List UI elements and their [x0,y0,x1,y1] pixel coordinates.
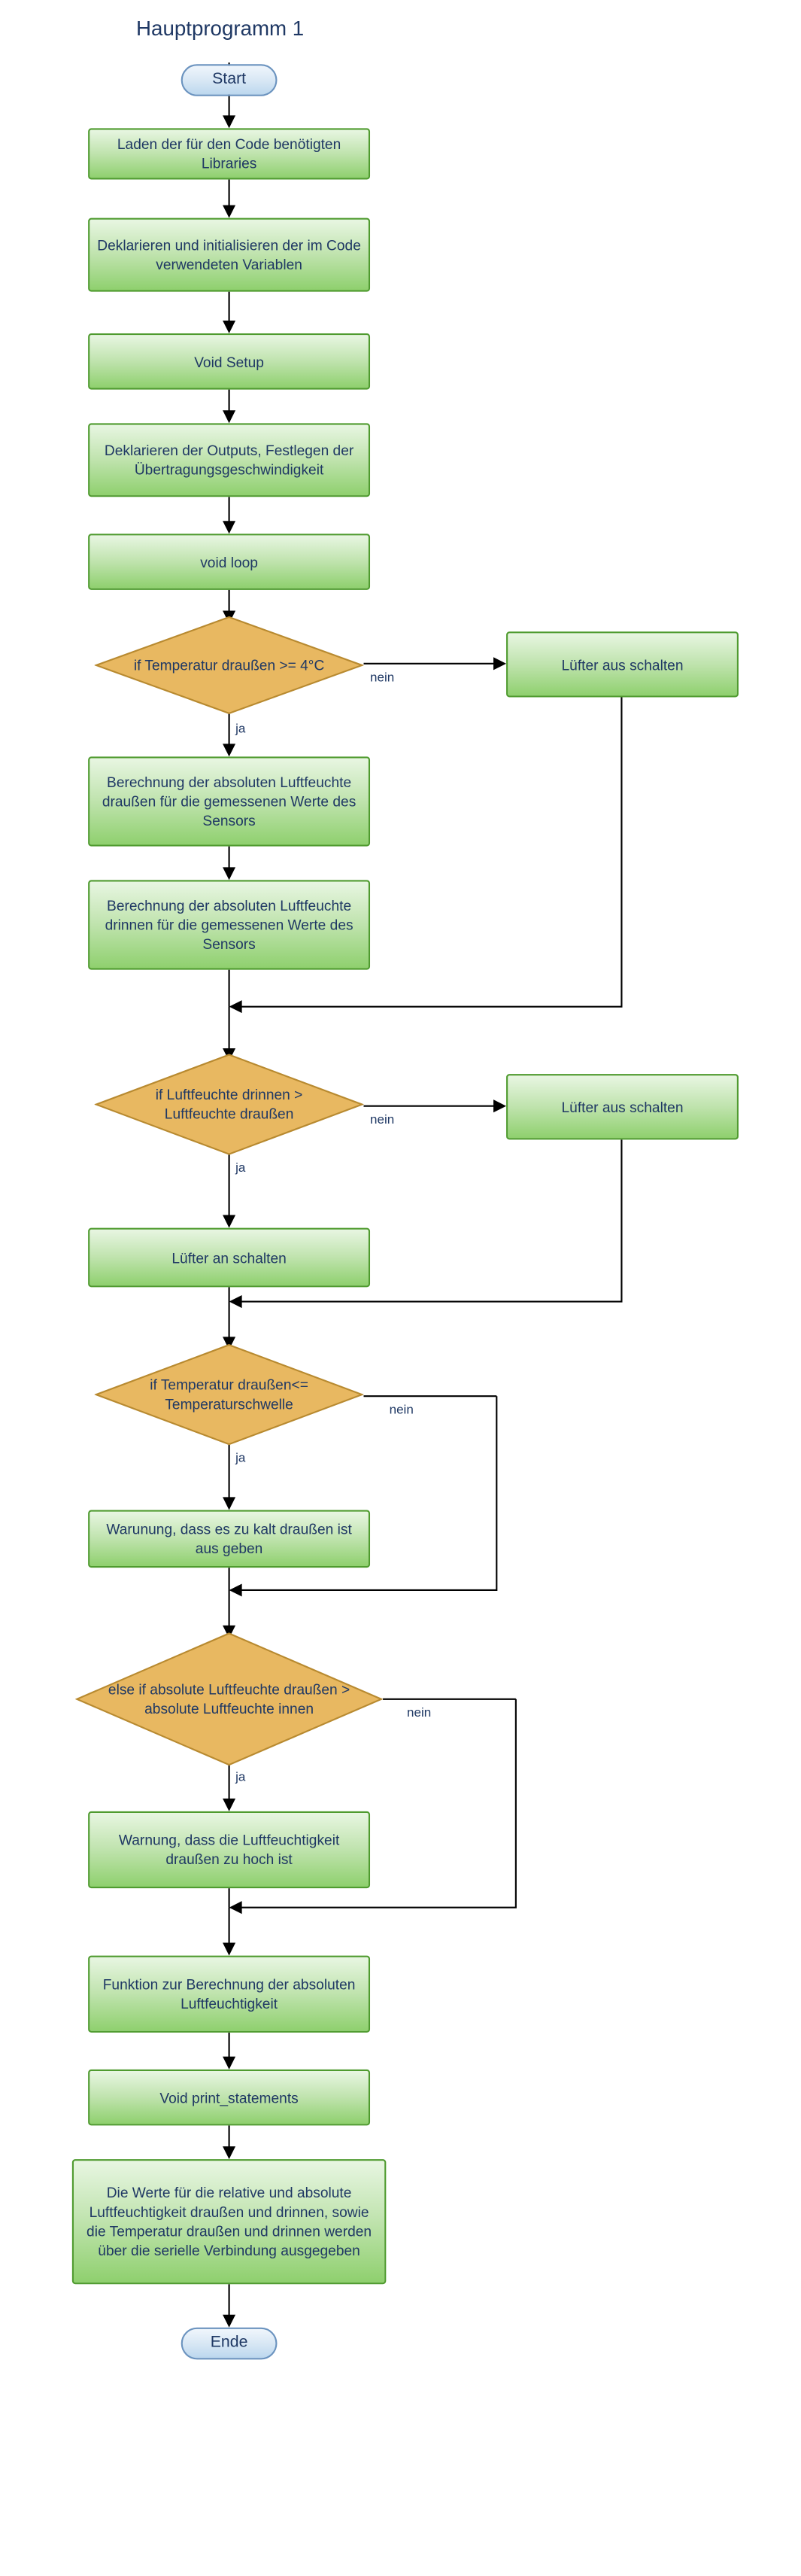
edge-label-nein-3: nein [389,1402,414,1417]
edge-label-ja-2: ja [235,1160,246,1175]
decision-temperature-outside-label: if Temperatur draußen >= 4°C [133,657,325,674]
node-decision-threshold[interactable] [95,1343,364,1446]
node-outputs[interactable]: Deklarieren der Outputs, Festlegen der Übertragungsgeschwindigkeit [88,423,370,497]
node-fan-off-1[interactable]: Lüfter aus schalten [506,631,739,697]
edge-label-ja-4: ja [235,1769,246,1784]
decision-threshold-label: if Temperatur draußen<= Temperaturschwelle [150,1376,308,1413]
node-serial-output[interactable]: Die Werte für die relative und absolute Luftfeuchtigkeit draußen und drinnen, sowie die Temperatur draußen und drinnen werden über die serielle Verbindung ausgegeben [72,2159,386,2284]
node-variables[interactable]: Deklarieren und initialisieren der im Code verwendeten Variablen [88,218,370,292]
edge-label-ja-3: ja [235,1450,246,1465]
node-warn-humidity[interactable]: Warnung, dass die Luftfeuchtigkeit draußen zu hoch ist [88,1811,370,1888]
edge-label-nein-1: nein [370,670,395,685]
node-void-setup[interactable]: Void Setup [88,333,370,390]
node-fan-off-2[interactable]: Lüfter aus schalten [506,1074,739,1139]
node-warn-cold[interactable]: Warunung, dass es zu kalt draußen ist aus geben [88,1510,370,1568]
edge-label-ja-1: ja [235,721,246,736]
decision-else-if-label: else if absolute Luftfeuchte draußen > absolute Luftfeuchte innen [108,1681,350,1717]
node-start[interactable]: Start [181,64,278,96]
edge-label-nein-4: nein [407,1705,432,1720]
node-calc-abs-outside[interactable]: Berechnung der absoluten Luftfeuchte draußen für die gemessenen Werte des Sensors [88,756,370,846]
node-print-statements[interactable]: Void print_statements [88,2070,370,2126]
node-function-absolute-humidity[interactable]: Funktion zur Berechnung der absoluten Luftfeuchtigkeit [88,1956,370,2033]
edge-label-nein-2: nein [370,1112,395,1127]
node-end[interactable]: Ende [181,2328,278,2360]
node-void-loop[interactable]: void loop [88,534,370,590]
node-decision-humidity[interactable] [95,1053,364,1155]
decision-humidity-label: if Luftfeuchte drinnen > Luftfeuchte draußen [155,1087,303,1123]
node-decision-else-if[interactable] [75,1632,383,1766]
node-calc-abs-inside[interactable]: Berechnung der absoluten Luftfeuchte drinnen für die gemessenen Werte des Sensors [88,880,370,969]
node-fan-on[interactable]: Lüfter an schalten [88,1228,370,1288]
node-libraries[interactable]: Laden der für den Code benötigten Libraries [88,128,370,179]
page-title: Hauptprogramm 1 [136,16,305,41]
node-decision-temperature-outside[interactable] [95,616,364,715]
